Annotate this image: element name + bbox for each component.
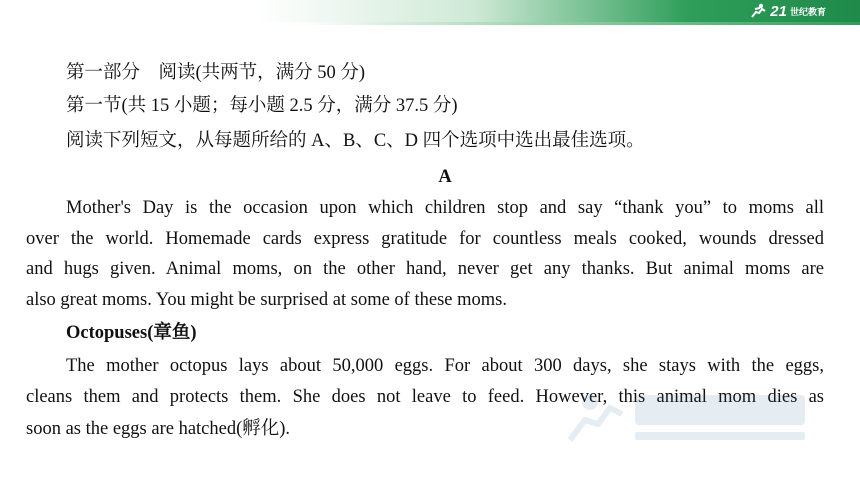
subheading-octopuses: Octopuses(章鱼) xyxy=(66,323,197,343)
paragraph-2-line-2: cleans them and protects them. She does not leave to feed. However, this animal mom dies as xyxy=(26,387,824,407)
instruction-text: 阅读下列短文，从每题所给的 A、B、C、D 四个选项中选出最佳选项。 xyxy=(66,131,645,151)
part-title: 第一部分 阅读(共两节，满分 50 分) xyxy=(66,63,366,83)
watermark-logo xyxy=(560,380,820,450)
logo-number: 21 xyxy=(770,2,787,20)
paragraph-1-line-2: over the world. Homemade cards express gratitude for countless meals cooked, wounds dressed xyxy=(26,229,824,249)
passage-label: A xyxy=(438,167,452,187)
paragraph-1-line-1: Mother's Day is the occasion upon which children stop and say “thank you” to moms all xyxy=(66,198,824,218)
logo-text: 世纪教育 xyxy=(789,6,826,17)
paragraph-1-line-3: and hugs given. Animal moms, on the other hand, never get any thanks. But animal moms are xyxy=(26,259,824,279)
paragraph-2-line-3: soon as the eggs are hatched(孵化). xyxy=(26,419,291,439)
paragraph-2-line-1: The mother octopus lays about 50,000 eggs. For about 300 days, she stays with the eggs, xyxy=(66,356,824,376)
paragraph-1-line-4: also great moms. You might be surprised at some of these moms. xyxy=(26,290,507,310)
section-title: 第一节(共 15 小题；每小题 2.5 分，满分 37.5 分) xyxy=(66,96,458,116)
